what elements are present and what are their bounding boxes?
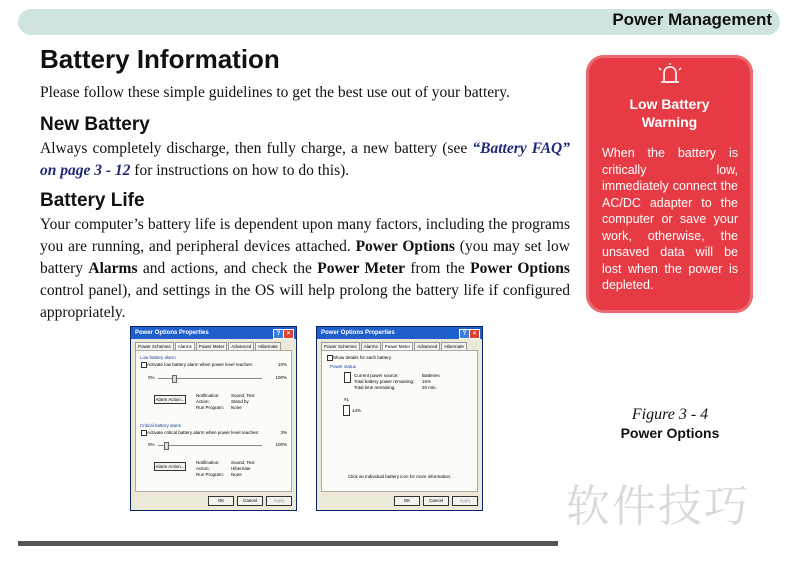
low-alarm-pct: 10% xyxy=(277,362,287,367)
battery-status-icon xyxy=(344,372,351,383)
low-alarm-slider-handle[interactable] xyxy=(172,375,177,383)
tab-power-schemes[interactable]: Power Schemes xyxy=(321,342,360,350)
new-battery-heading: New Battery xyxy=(40,114,150,135)
close-icon[interactable]: × xyxy=(469,329,480,339)
section-title: Power Management xyxy=(612,10,772,29)
power-source-label: Current power source: xyxy=(354,373,399,378)
tab-power-schemes[interactable]: Power Schemes xyxy=(135,342,174,350)
low-battery-warning-box xyxy=(586,55,753,313)
alarm-action-button-critical[interactable]: Alarm Action... xyxy=(155,464,185,469)
apply-button[interactable]: Apply xyxy=(266,496,292,506)
tab-power-meter[interactable]: Power Meter xyxy=(382,342,414,350)
dialog-title xyxy=(317,327,482,339)
text: control panel), and settings in the OS will help prolong the battery life if configured appropriately. xyxy=(40,282,570,321)
time-remaining-value: 20 min. xyxy=(422,385,437,390)
text: for instructions on how to do this). xyxy=(130,162,350,179)
help-button[interactable]: ? xyxy=(459,329,470,339)
power-options-dialog-alarms xyxy=(130,326,297,511)
power-options-term: Power Options xyxy=(355,238,455,255)
warning-body: When the battery is critically low, immediately connect the AC/DC adapter to the computer or save your work, otherwise, the unsaved data will be lost when the power is depleted. xyxy=(602,146,738,292)
battery-1-icon[interactable] xyxy=(343,405,350,416)
notification-label: Notification: xyxy=(196,460,220,465)
text: and actions, and check the xyxy=(137,260,318,277)
action-value: Stand by xyxy=(231,399,249,404)
warning-title: Low Battery Warning xyxy=(629,96,710,130)
critical-alarm-group-label: Critical battery alarm xyxy=(140,423,182,428)
figure-caption: Power Options xyxy=(620,425,720,441)
time-remaining-label: Total time remaining: xyxy=(354,385,396,390)
power-options-dialog-meter xyxy=(316,326,483,511)
tab-alarms[interactable]: Alarms xyxy=(175,342,195,350)
run-program-value: None xyxy=(231,405,242,410)
cancel-button[interactable]: Cancel xyxy=(423,496,449,506)
power-options-term: Power Options xyxy=(470,260,570,277)
battery-1-pct: 14% xyxy=(352,408,362,413)
run-program-label: Run Program: xyxy=(196,472,225,477)
notification-label: Notification: xyxy=(196,393,220,398)
power-meter-panel xyxy=(321,350,478,492)
dialog-title-text: Power Options Properties xyxy=(321,330,395,336)
close-icon[interactable]: × xyxy=(283,329,294,339)
dialog-title xyxy=(131,327,296,339)
notification-value: Sound, Text xyxy=(231,460,255,465)
text: Always completely discharge, then fully charge, a new battery (see xyxy=(40,140,473,157)
text: from the xyxy=(404,260,471,277)
intro-paragraph: Please follow these simple guidelines to get the best use out of your battery. xyxy=(40,84,510,101)
tab-hibernate[interactable]: Hibernate xyxy=(255,342,281,350)
dialog-title-text: Power Options Properties xyxy=(135,330,209,336)
critical-alarm-check-label: Activate critical battery alarm when power level reaches: xyxy=(147,430,260,435)
text: Your computer’s battery life is dependent upon many factors, including the programs you are running, and peripheral devices attached. xyxy=(40,216,570,255)
slider-max: 100% xyxy=(275,442,287,447)
run-program-value: None xyxy=(231,472,242,477)
low-alarm-check-label: Activate low battery alarm when power level reaches: xyxy=(147,362,254,367)
ok-button[interactable]: OK xyxy=(208,496,234,506)
help-button[interactable]: ? xyxy=(273,329,284,339)
dialog-buttons xyxy=(391,496,478,506)
alarm-icon xyxy=(586,63,753,91)
critical-alarm-slider-handle[interactable] xyxy=(164,442,169,450)
power-remaining-label: Total battery power remaining: xyxy=(354,379,415,384)
tab-alarms[interactable]: Alarms xyxy=(361,342,381,350)
power-source-value: Batteries xyxy=(422,373,440,378)
alarms-term: Alarms xyxy=(88,260,138,277)
page-title: Battery Information xyxy=(40,44,280,74)
power-remaining-value: 15% xyxy=(422,379,432,384)
footer-rule xyxy=(18,541,558,546)
run-program-label: Run Program: xyxy=(196,405,225,410)
tab-strip xyxy=(321,342,478,350)
slider-max: 100% xyxy=(275,375,287,380)
new-battery-paragraph xyxy=(40,138,570,182)
show-details-label: Show details for each battery. xyxy=(333,355,392,360)
notification-value: Sound, Text xyxy=(231,393,255,398)
critical-alarm-pct: 3% xyxy=(280,430,287,435)
action-label: Action: xyxy=(196,399,210,404)
action-value: Hibernate xyxy=(231,466,251,471)
battery-life-heading: Battery Life xyxy=(40,190,145,211)
critical-alarm-slider[interactable] xyxy=(158,445,262,446)
tab-strip xyxy=(135,342,292,350)
tab-advanced[interactable]: Advanced xyxy=(228,342,254,350)
power-status-group-label: Power status xyxy=(330,364,357,369)
dialog-buttons xyxy=(205,496,292,506)
power-meter-term: Power Meter xyxy=(317,260,405,277)
action-label: Action: xyxy=(196,466,210,471)
battery-hint: Click an individual battery icon for more information. xyxy=(348,474,452,479)
tab-power-meter[interactable]: Power Meter xyxy=(196,342,228,350)
figure-number: Figure 3 - 4 xyxy=(631,406,709,423)
tab-hibernate[interactable]: Hibernate xyxy=(441,342,467,350)
apply-button[interactable]: Apply xyxy=(452,496,478,506)
battery-life-paragraph xyxy=(40,214,570,324)
slider-min: 0% xyxy=(148,375,155,380)
battery-faq-link[interactable]: “Battery FAQ” on page 3 - 12 xyxy=(40,140,570,179)
alarm-action-button-low[interactable]: Alarm Action... xyxy=(155,397,185,402)
slider-min: 0% xyxy=(148,442,155,447)
tab-advanced[interactable]: Advanced xyxy=(414,342,440,350)
low-alarm-group-label: Low battery alarm xyxy=(140,355,176,360)
cancel-button[interactable]: Cancel xyxy=(237,496,263,506)
battery-number-label: #1 xyxy=(344,397,350,402)
alarms-panel xyxy=(135,350,292,492)
text: (you may set low battery xyxy=(40,238,570,277)
watermark-text: 软件技巧 xyxy=(566,481,750,532)
ok-button[interactable]: OK xyxy=(394,496,420,506)
